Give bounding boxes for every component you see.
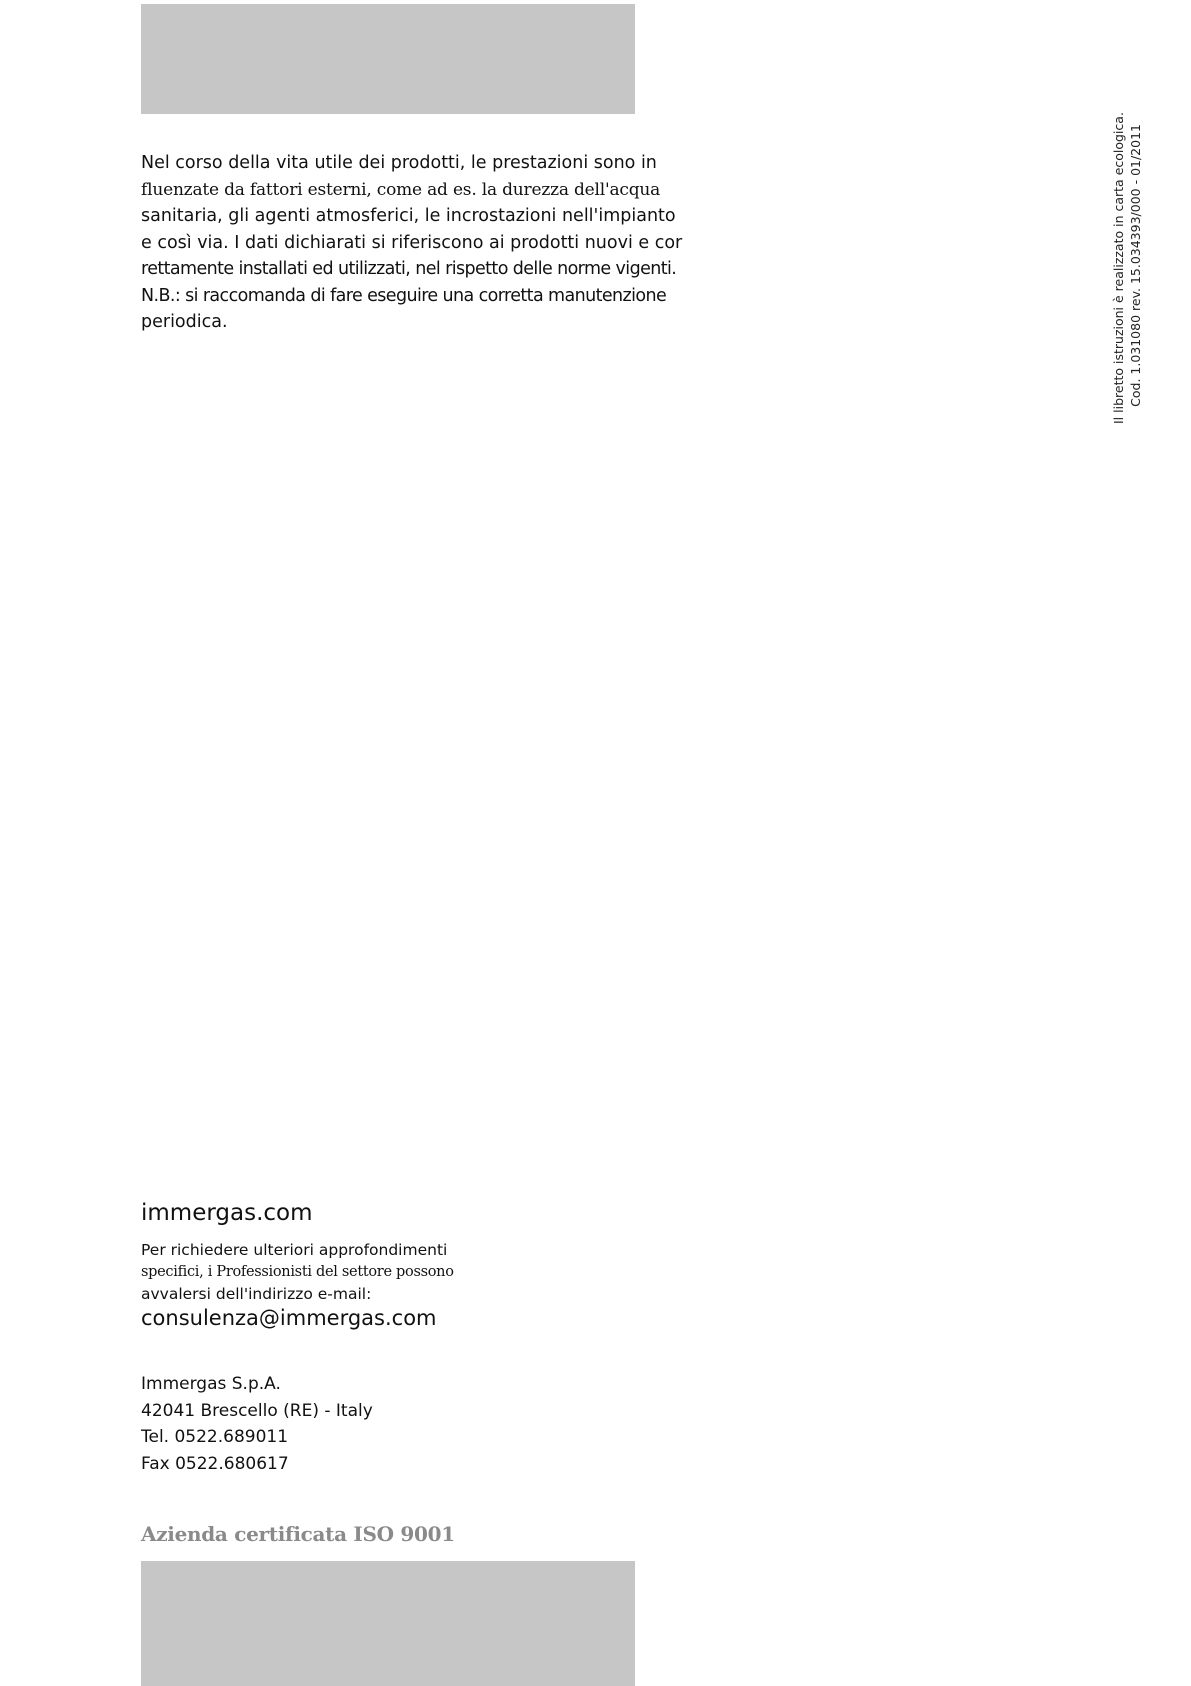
intro-line: rettamente installati ed utilizzati, nel rispetto delle norme vigenti.	[141, 259, 677, 279]
email-link[interactable]: consulenza@immergas.com	[141, 1306, 437, 1330]
contact-note-line: Per richiedere ulteriori approfondimenti	[141, 1241, 448, 1259]
intro-line: Nel corso della vita utile dei prodotti, le prestazioni sono in	[141, 153, 657, 173]
contact-note-line: specifici, i Professionisti del settore possono	[141, 1264, 454, 1280]
company-city: 42041 Brescello (RE) - Italy	[141, 1400, 373, 1421]
intro-line: fluenzate da fattori esterni, come ad es. la durezza dell'acqua	[141, 179, 661, 200]
bottom-gray-band	[141, 1561, 635, 1686]
website-link[interactable]: immergas.com	[141, 1200, 313, 1226]
company-fax: Fax 0522.680617	[141, 1453, 289, 1474]
intro-line: N.B.: si raccomanda di fare eseguire una corretta manutenzione	[141, 285, 667, 306]
company-phone: Tel. 0522.689011	[141, 1427, 289, 1447]
company-name: Immergas S.p.A.	[141, 1374, 281, 1394]
intro-paragraph	[141, 150, 681, 336]
intro-line: sanitaria, gli agenti atmosferici, le incrostazioni nell'impianto	[141, 206, 676, 226]
iso-certification: Azienda certificata ISO 9001	[141, 1522, 455, 1546]
top-gray-band	[141, 4, 635, 114]
contact-note	[141, 1239, 501, 1305]
intro-line: e così via. I dati dichiarati si riferiscono ai prodotti nuovi e cor	[141, 232, 683, 253]
side-note-code: Cod. 1.031080 rev. 15.034393/000 - 01/2011	[1128, 124, 1143, 407]
contact-note-line: avvalersi dell'indirizzo e-mail:	[141, 1285, 372, 1303]
company-address	[141, 1371, 373, 1477]
intro-line: periodica.	[141, 312, 228, 332]
vertical-side-note	[1110, 112, 1144, 424]
side-note-line: Il libretto istruzioni è realizzato in carta ecologica.	[1111, 112, 1126, 424]
